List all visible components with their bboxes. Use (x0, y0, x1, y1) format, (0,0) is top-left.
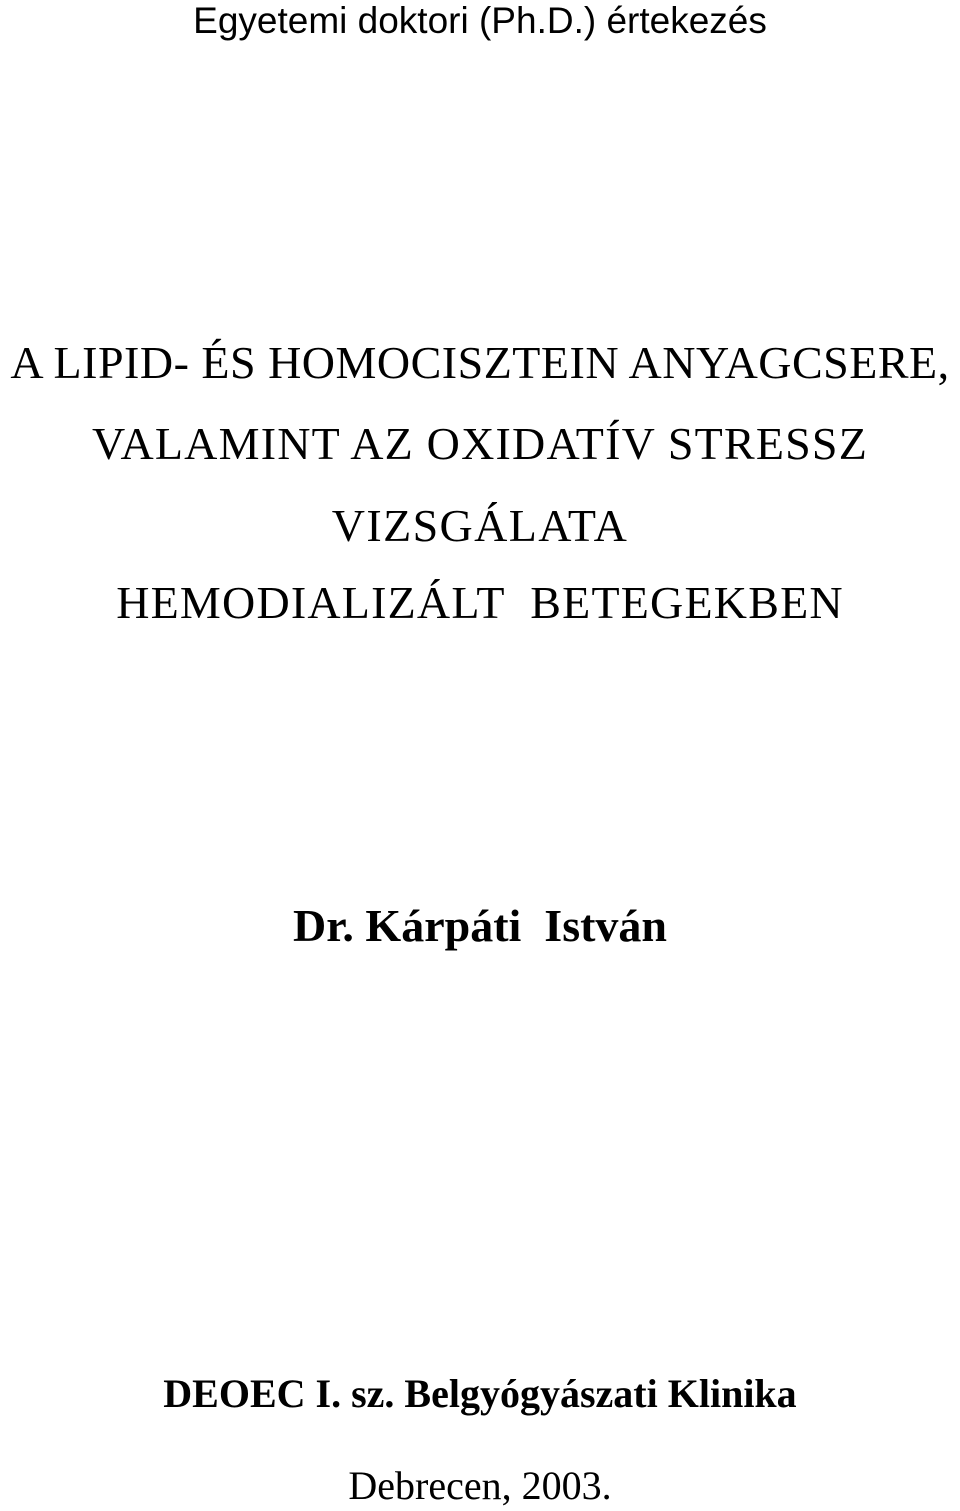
title-line-4: HEMODIALIZÁLT BETEGEKBEN (116, 577, 844, 628)
place-and-date: Debrecen, 2003. (348, 1463, 612, 1508)
title-line-1: A LIPID- ÉS HOMOCISZTEIN ANYAGCSERE, (10, 337, 950, 388)
title-line-3: VIZSGÁLATA (331, 500, 629, 551)
title-line-2: VALAMINT AZ OXIDATÍV STRESSZ (91, 418, 869, 469)
institution-name: DEOEC I. sz. Belgyógyászati Klinika (163, 1371, 797, 1416)
author-name: Dr. Kárpáti István (293, 900, 667, 951)
document-header: Egyetemi doktori (Ph.D.) értekezés (193, 0, 767, 41)
